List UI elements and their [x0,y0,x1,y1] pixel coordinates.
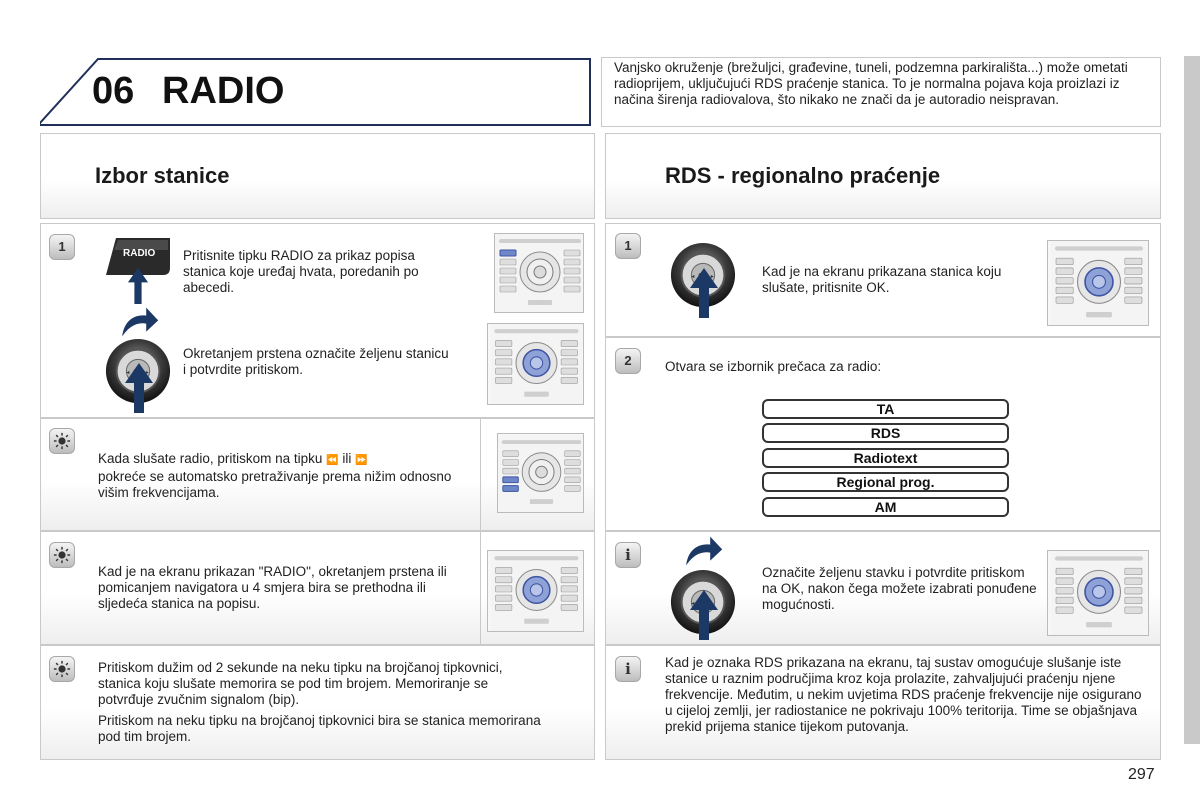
info-icon: i [615,542,641,568]
tip1-line2: pokreće se automatsko pretraživanje prema nižim odnosno višim frekvencijama. [98,469,452,500]
intro-note-text: Vanjsko okruženje (brežuljci, građevine, tuneli, podzemna parkirališta...) može ometati radioprijem, uključujući RDS praćenje stanica. To je normalna pojava koja proizlazi iz načina širenja radiovalova, što nikako ne znači da je autoradio neispravan. [614,60,1128,107]
chapter-number: 06 [92,70,135,112]
tip2-text: Kad je na ekranu prikazan "RADIO", okretanjem prstena ili pomicanjem navigatora u 4 smjera bira se prethodna ili sljedeća stanica na popisu. [98,564,447,611]
section-title-rds: RDS - regionalno praćenje [665,163,941,188]
arrow-up-icon [689,590,719,640]
thumb-console-radio [494,233,584,313]
intro-note-panel [601,57,1161,127]
section-title-izbor-stanice: Izbor stanice [95,163,230,188]
right-step2-text: Otvara se izbornik prečaca za radio: [665,359,882,374]
step1-text-a: Pritisnite tipku RADIO za prikaz popisa stanica koje uređaj hvata, poredanih po abecedi. [183,248,419,295]
arrow-up-icon [689,268,719,318]
right-step1-text: Kad je na ekranu prikazana stanica koju slušate, pritisnite OK. [762,264,1002,295]
info-icon: i [615,656,641,682]
thumb-console-knob [1047,240,1149,326]
curved-arrow-icon [118,306,160,338]
tip1-text [98,451,473,501]
menu-item-ta[interactable]: TA [762,399,1009,419]
step-badge: 1 [49,234,75,260]
sun-tip-icon [49,656,75,682]
tip1-line1-pre: Kada slušate radio, pritiskom na tipku [98,451,323,466]
info1-text: Označite željenu stavku i potvrdite pritiskom na OK, nakon čega možete izabrati ponuđene mogućnosti. [762,565,1037,612]
thumb-console-knob [1047,550,1149,636]
step1-text-b: Okretanjem prstena označite željenu stanicu i potvrdite pritiskom. [183,346,449,377]
chapter-title: RADIO [162,70,285,112]
tip3-text-p2: Pritiskom na neku tipku na brojčanoj tipkovnici bira se stanica memorirana pod tim brojem. [98,713,541,744]
page-number: 297 [1128,766,1155,783]
info2-text: Kad je oznaka RDS prikazana na ekranu, taj sustav omogućuje slušanje iste stanice u raznim područjima kroz koja prolazite, zahvaljujući praćenju njene frekvencije. Međutim, u nekim uvjetima RDS praćenje frekvencije nije osigurano u cijeloj zemlji, jer radiostanice ne pokrivaju 100% teritorija. Time se objašnjava prekid prijema stanice tijekom putovanja. [665,655,1142,734]
sun-tip-icon [49,428,75,454]
tip1-line1-mid: ili [342,451,352,466]
right-title-panel [605,133,1161,219]
step-badge: 2 [615,348,641,374]
step-badge: 1 [615,233,641,259]
radio-button-label: RADIO [123,248,156,259]
tip2-divider [480,531,481,645]
menu-item-rds[interactable]: RDS [762,423,1009,443]
sun-tip-icon [49,542,75,568]
thumb-console-knob [487,323,584,405]
thumb-console-knob [487,550,584,632]
arrow-up-icon [123,268,153,304]
menu-item-regional-prog[interactable]: Regional prog. [762,472,1009,492]
chapter-header [40,57,591,127]
seek-back-icon: ⏪ [326,455,339,466]
chapter-edge-tab [1184,56,1200,744]
menu-item-am[interactable]: AM [762,497,1009,517]
arrow-up-icon [124,363,154,413]
left-title-panel [40,133,595,219]
tip1-divider [480,418,481,531]
curved-arrow-icon [682,535,724,567]
tip3-text-p1: Pritiskom dužim od 2 sekunde na neku tipku na brojčanoj tipkovnici, stanica koju slušate memorira se pod tim brojem. Memoriranje se potvrđuje zvučnim signalom (bip). [98,660,503,707]
thumb-console-seek [497,433,584,513]
seek-forward-icon: ⏩ [355,455,368,466]
menu-item-radiotext[interactable]: Radiotext [762,448,1009,468]
